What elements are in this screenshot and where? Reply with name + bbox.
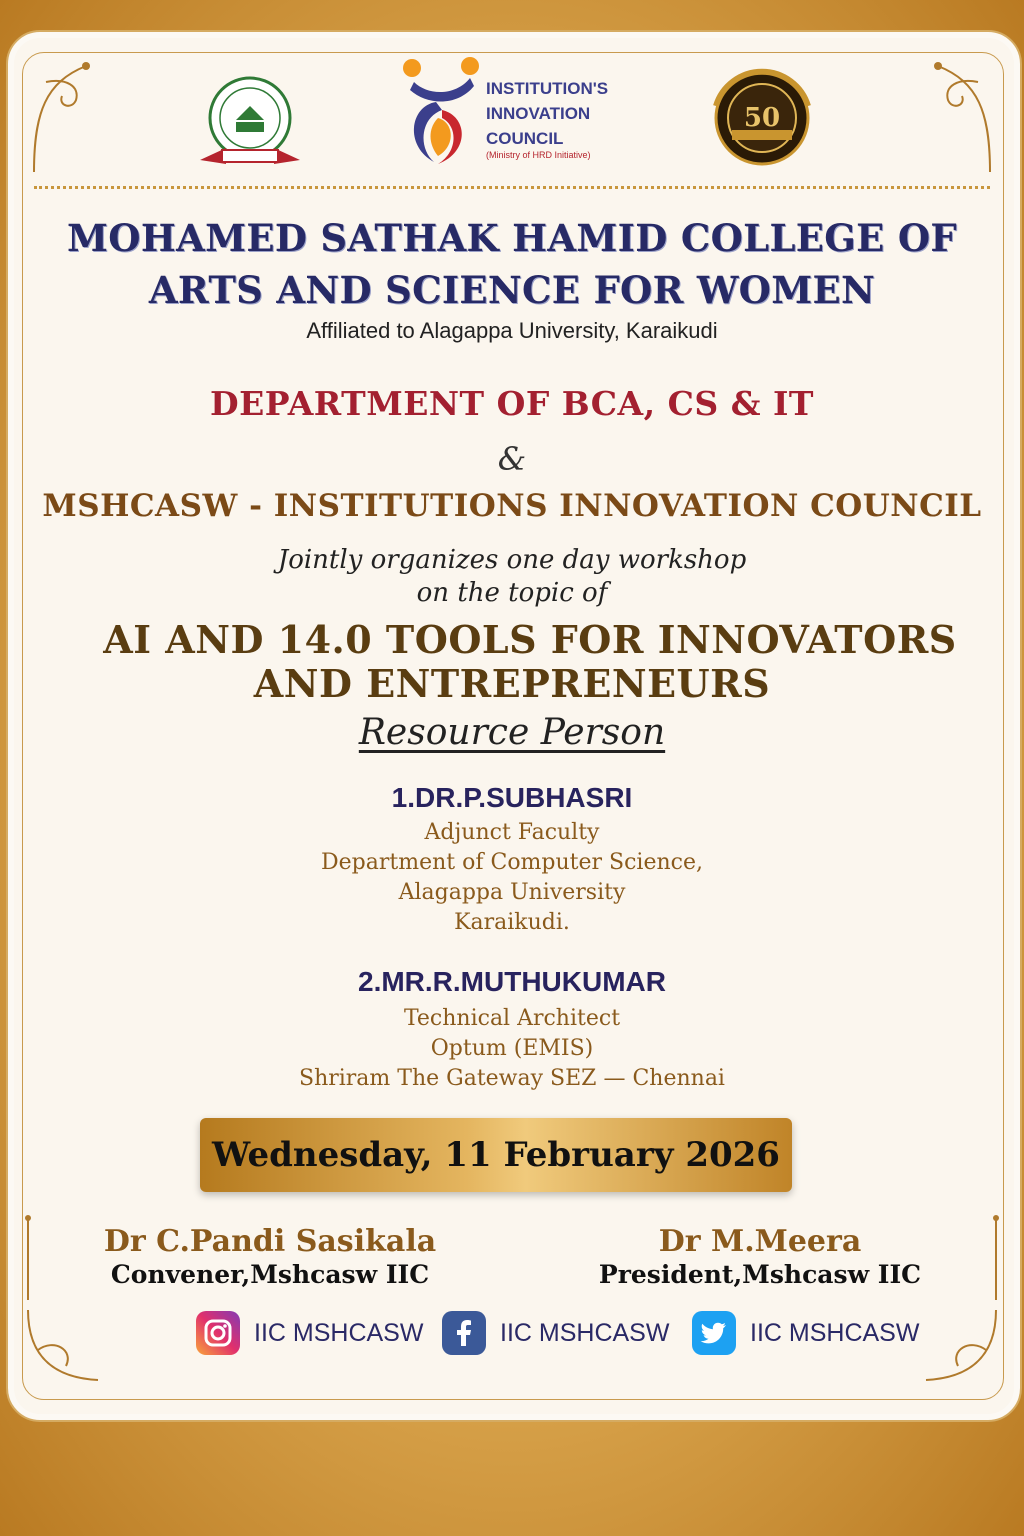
workshop-intro-line1: Jointly organizes one day workshop <box>277 545 747 575</box>
speaker-1-name: 1.DR.P.SUBHASRI <box>391 782 633 813</box>
event-date: Wednesday, 11 February 2026 <box>212 1135 780 1175</box>
facebook-label: IIC MSHCASW <box>500 1318 670 1347</box>
badge-50-text: 50 <box>743 103 781 133</box>
twitter-icon <box>692 1311 736 1355</box>
topic-line1: AI AND 14.0 TOOLS FOR INNOVATORS <box>103 617 957 662</box>
speaker-2-name: 2.MR.R.MUTHUKUMAR <box>358 966 666 997</box>
iic-title-line2: INNOVATION <box>486 104 591 123</box>
event-date-banner <box>200 1118 792 1192</box>
workshop-intro-line2: on the topic of <box>416 578 608 608</box>
president-role: President,Mshcasw IIC <box>598 1260 922 1289</box>
trust-50-years-badge <box>706 66 818 178</box>
header-dotted-divider <box>34 186 990 189</box>
speaker-1-detail: Alagappa University <box>398 880 626 905</box>
facebook-icon <box>442 1311 486 1355</box>
speaker-2-detail: Shriram The Gateway SEZ — Chennai <box>299 1066 725 1091</box>
college-emblem-logo <box>196 68 304 176</box>
speaker-1-detail: Adjunct Faculty <box>424 820 600 845</box>
corner-ornament-top-right <box>908 52 998 182</box>
speaker-1-detail: Department of Computer Science, <box>321 850 703 875</box>
ampersand: & <box>497 440 527 478</box>
instagram-handle[interactable] <box>196 1310 423 1356</box>
iic-figure-icon <box>398 56 484 168</box>
council-heading: MSHCASW - INSTITUTIONS INNOVATION COUNCIL <box>42 488 982 524</box>
twitter-label: IIC MSHCASW <box>750 1318 920 1347</box>
resource-person-heading: Resource Person <box>358 712 666 753</box>
corner-ornament-top-left <box>26 52 116 182</box>
topic-line2: AND ENTREPRENEURS <box>253 661 771 706</box>
instagram-label: IIC MSHCASW <box>254 1318 424 1347</box>
speaker-2-detail: Technical Architect <box>403 1006 621 1031</box>
convener-role: Convener,Mshcasw IIC <box>110 1260 430 1289</box>
iic-logo <box>398 56 638 168</box>
college-name-line2: ARTS AND SCIENCE FOR WOMEN <box>148 268 876 312</box>
speaker-2-detail: Optum (EMIS) <box>430 1036 594 1061</box>
iic-title-line3: COUNCIL <box>486 129 564 148</box>
facebook-handle[interactable] <box>442 1310 669 1356</box>
instagram-icon <box>196 1311 240 1355</box>
college-affiliation: Affiliated to Alagappa University, Karaikudi <box>306 318 718 343</box>
twitter-handle[interactable] <box>692 1310 919 1356</box>
college-name-line1: MOHAMED SATHAK HAMID COLLEGE OF <box>67 216 957 260</box>
iic-subtitle: (Ministry of HRD Initiative) <box>486 150 591 160</box>
iic-title-line1: INSTITUTION'S <box>486 79 609 98</box>
president-name: Dr M.Meera <box>658 1224 862 1259</box>
convener-name: Dr C.Pandi Sasikala <box>103 1224 437 1259</box>
speaker-1-detail: Karaikudi. <box>454 910 570 935</box>
department-heading: DEPARTMENT OF BCA, CS & IT <box>210 384 814 423</box>
